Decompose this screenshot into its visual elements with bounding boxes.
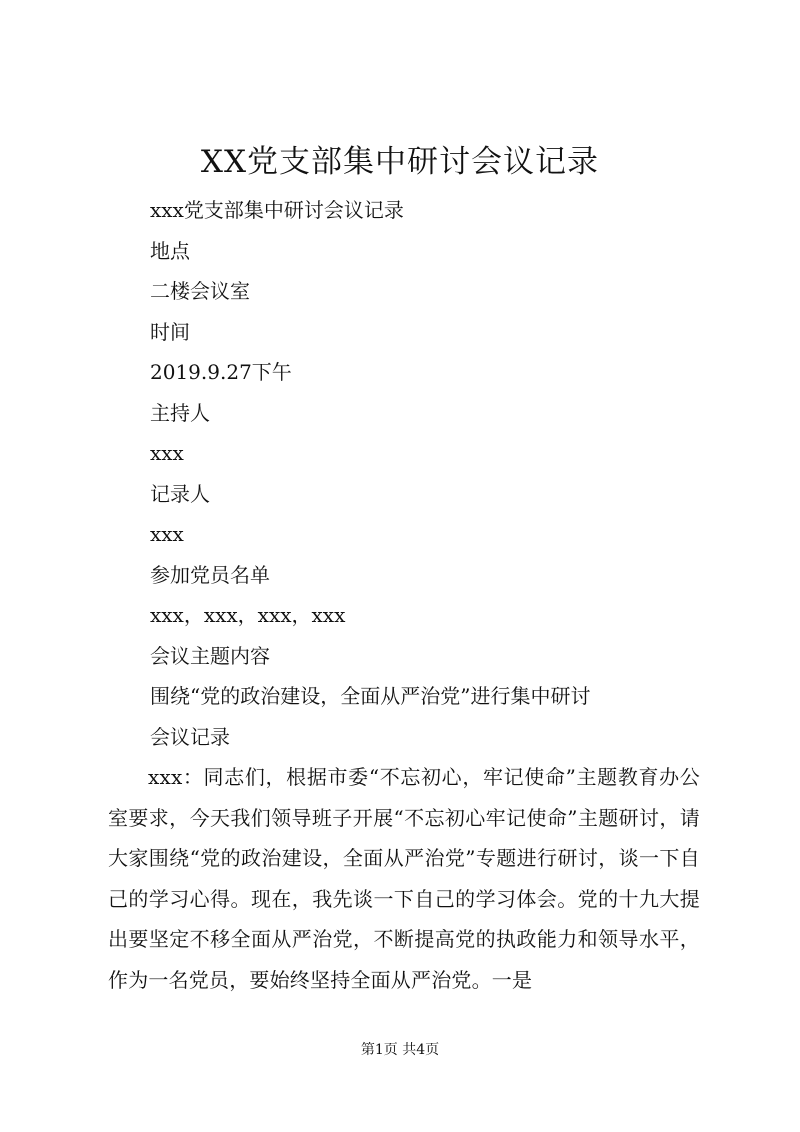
field-attendees-label: 参加党员名单 — [150, 562, 270, 587]
field-location-value: 二楼会议室 — [150, 279, 250, 303]
meeting-record-paragraph: xxx：同志们，根据市委“不忘初心，牢记使命”主题教育办公室要求，今天我们领导班子开展“不忘初心牢记使命”主题研讨，请大家围绕“党的政治建设，全面从严治党”专题进行研讨，谈一下自己的学习心得。现在，我先谈一下自己的学习体会。党的十九大提出要坚定不移全面从严治党，不断提高党的执政能力和领导水平，作为一名党员，要始终坚持全面从严治党。一是 — [108, 765, 700, 992]
page-footer: 第1页 共4页 — [360, 1042, 440, 1058]
field-record-label: 会议记录 — [150, 724, 230, 749]
field-heading: xxx党支部集中研讨会议记录 — [150, 198, 404, 222]
field-attendees-value: xxx，xxx，xxx，xxx — [150, 603, 346, 627]
field-recorder-label: 记录人 — [150, 481, 210, 506]
field-topic-label: 会议主题内容 — [150, 643, 270, 668]
field-host-value: xxx — [150, 441, 184, 465]
field-location-label: 地点 — [150, 238, 190, 263]
document-title: XX党支部集中研讨会议记录 — [200, 144, 600, 180]
field-time-value: 2019.9.27下午 — [150, 360, 292, 384]
field-topic-value: 围绕“党的政治建设，全面从严治党”进行集中研讨 — [150, 684, 591, 708]
meeting-fields — [150, 190, 730, 757]
field-time-label: 时间 — [150, 319, 190, 344]
field-host-label: 主持人 — [150, 400, 210, 425]
field-recorder-value: xxx — [150, 522, 184, 546]
